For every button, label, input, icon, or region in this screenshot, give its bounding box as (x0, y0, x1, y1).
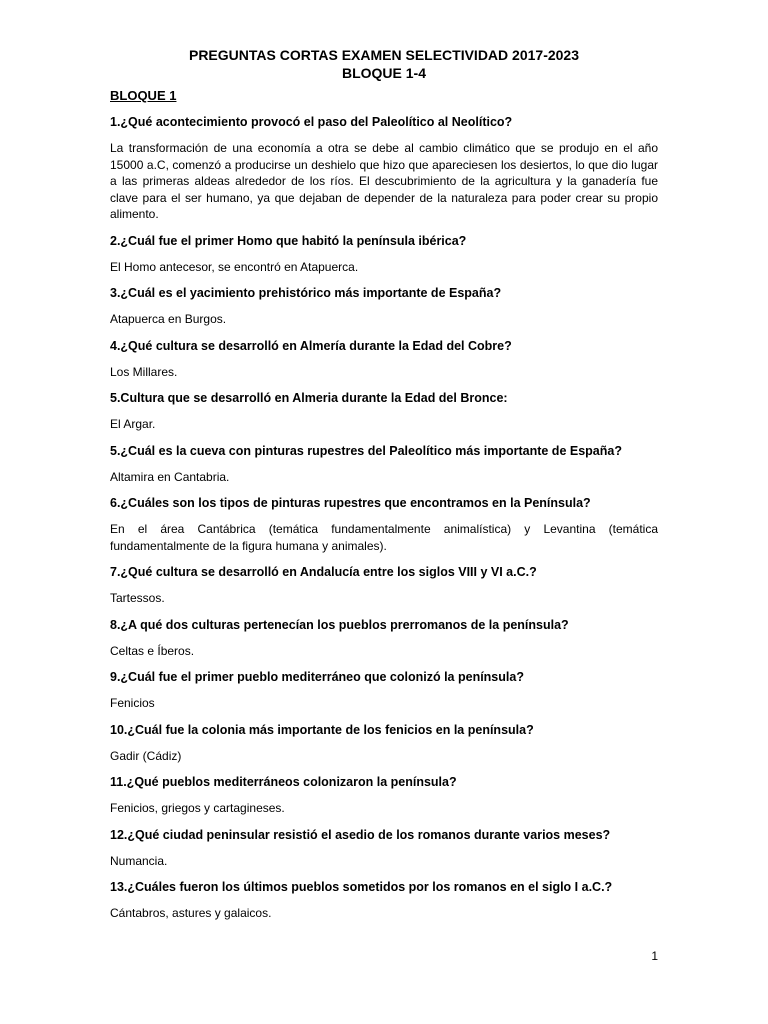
qa-item-12 (110, 774, 658, 817)
qa-item-1 (110, 114, 658, 223)
qa-item-13 (110, 827, 658, 870)
question: 13.¿Cuáles fueron los últimos pueblos sometidos por los romanos en el siglo I a.C.? (110, 880, 613, 894)
document-title: PREGUNTAS CORTAS EXAMEN SELECTIVIDAD 2017-2023 (188, 47, 579, 63)
answer: Fenicios, griegos y cartagineses. (110, 801, 285, 815)
qa-item-6 (110, 443, 658, 486)
answer: Tartessos. (110, 591, 165, 605)
qa-item-3 (110, 285, 658, 328)
qa-item-8 (110, 564, 658, 607)
question: 7.¿Qué cultura se desarrolló en Andalucía entre los siglos VIII y VI a.C.? (110, 565, 537, 579)
answer: Los Millares. (110, 364, 178, 379)
qa-item-14 (110, 879, 658, 922)
question: 3.¿Cuál es el yacimiento prehistórico más importante de España? (110, 286, 502, 300)
answer: Cántabros, astures y galaicos. (110, 906, 272, 920)
document-header (0, 46, 768, 82)
answer: La transformación de una economía a otra se debe al cambio climático que se produjo en el año 15000 a.C, comenzó a producirse un deshielo que hizo que apareciesen los desiertos, lo que dio lugar a las primeras aldeas alrededor de los ríos. El descubrimiento de la agricultura y la ganadería fue clave para el ser humano, ya que dejaban de depender de la naturaleza para poder crear su propio alimento. (110, 141, 658, 221)
question: 8.¿A qué dos culturas pertenecían los pueblos prerromanos de la península? (110, 617, 569, 632)
answer: Atapuerca en Burgos. (110, 312, 227, 326)
qa-item-9 (110, 617, 658, 660)
question: 9.¿Cuál fue el primer pueblo mediterráneo que colonizó la península? (110, 670, 524, 684)
qa-item-7 (110, 495, 658, 554)
document-body (110, 88, 658, 932)
qa-item-10 (110, 669, 658, 712)
page-number: 1 (651, 949, 658, 963)
question: 6.¿Cuáles son los tipos de pinturas rupestres que encontramos en la Península? (110, 496, 591, 510)
answer: Numancia. (110, 853, 168, 868)
question: 1.¿Qué acontecimiento provocó el paso del Paleolítico al Neolítico? (110, 115, 513, 129)
answer: En el área Cantábrica (temática fundamentalmente animalística) y Levantina (temática fundamentalmente de la figura humana y animales). (110, 522, 658, 553)
answer: Altamira en Cantabria. (110, 469, 230, 484)
qa-item-5 (110, 390, 658, 433)
question: 5.Cultura que se desarrolló en Almeria durante la Edad del Bronce: (110, 391, 508, 405)
answer: El Argar. (110, 417, 156, 431)
question: 4.¿Qué cultura se desarrolló en Almería durante la Edad del Cobre? (110, 338, 512, 353)
question: 5.¿Cuál es la cueva con pinturas rupestres del Paleolítico más importante de España? (110, 443, 622, 458)
question: 2.¿Cuál fue el primer Homo que habitó la península ibérica? (110, 233, 467, 248)
qa-item-11 (110, 722, 658, 765)
question: 11.¿Qué pueblos mediterráneos colonizaron la península? (110, 775, 457, 789)
question: 12.¿Qué ciudad peninsular resistió el asedio de los romanos durante varios meses? (110, 827, 611, 842)
document-subtitle: BLOQUE 1-4 (341, 65, 426, 81)
answer: El Homo antecesor, se encontró en Atapuerca. (110, 259, 359, 274)
qa-item-4 (110, 338, 658, 381)
section-heading: BLOQUE 1 (110, 88, 177, 103)
answer: Fenicios (110, 696, 155, 710)
answer: Celtas e Íberos. (110, 643, 195, 658)
qa-item-2 (110, 233, 658, 276)
question: 10.¿Cuál fue la colonia más importante de los fenicios en la península? (110, 722, 534, 737)
answer: Gadir (Cádiz) (110, 748, 182, 763)
